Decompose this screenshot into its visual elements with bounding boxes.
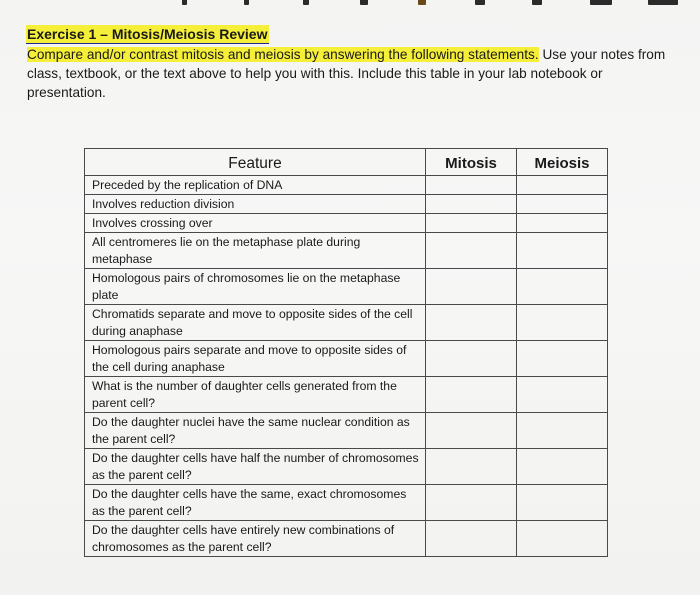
table-row	[85, 233, 608, 269]
mitosis-answer-cell[interactable]	[426, 233, 517, 269]
mitosis-answer-cell[interactable]	[426, 413, 517, 449]
tab-mark	[244, 0, 249, 5]
table-row	[85, 449, 608, 485]
meiosis-answer-cell[interactable]	[517, 485, 608, 521]
top-tab-strip	[0, 0, 700, 8]
feature-cell: Involves crossing over	[85, 214, 426, 233]
meiosis-answer-cell[interactable]	[517, 377, 608, 413]
tab-mark	[303, 0, 309, 5]
tab-mark	[360, 0, 368, 5]
table-row	[85, 341, 608, 377]
mitosis-meiosis-table	[84, 148, 608, 557]
mitosis-answer-cell[interactable]	[426, 214, 517, 233]
mitosis-answer-cell[interactable]	[426, 341, 517, 377]
feature-cell: Homologous pairs separate and move to opposite sides of the cell during anaphase	[85, 341, 426, 377]
tab-mark	[475, 0, 485, 5]
tab-mark	[182, 0, 187, 5]
feature-cell: Involves reduction division	[85, 195, 426, 214]
table-row	[85, 269, 608, 305]
instructions-highlighted: Compare and/or contrast mitosis and meiosis by answering the following statements.	[27, 47, 539, 62]
tab-mark	[648, 0, 678, 5]
header-meiosis: Meiosis	[517, 149, 608, 176]
mitosis-answer-cell[interactable]	[426, 195, 517, 214]
header-mitosis: Mitosis	[426, 149, 517, 176]
meiosis-answer-cell[interactable]	[517, 269, 608, 305]
mitosis-answer-cell[interactable]	[426, 485, 517, 521]
meiosis-answer-cell[interactable]	[517, 413, 608, 449]
meiosis-answer-cell[interactable]	[517, 233, 608, 269]
header-feature: Feature	[85, 149, 426, 176]
mitosis-answer-cell[interactable]	[426, 305, 517, 341]
meiosis-answer-cell[interactable]	[517, 341, 608, 377]
table-row	[85, 377, 608, 413]
meiosis-answer-cell[interactable]	[517, 214, 608, 233]
table-row	[85, 521, 608, 557]
feature-cell: What is the number of daughter cells generated from the parent cell?	[85, 377, 426, 413]
mitosis-answer-cell[interactable]	[426, 176, 517, 195]
feature-cell: Homologous pairs of chromosomes lie on the metaphase plate	[85, 269, 426, 305]
table-row	[85, 413, 608, 449]
table-row	[85, 176, 608, 195]
feature-cell: Do the daughter cells have the same, exact chromosomes as the parent cell?	[85, 485, 426, 521]
exercise-instructions	[27, 45, 682, 102]
table-header-row	[85, 149, 608, 176]
meiosis-answer-cell[interactable]	[517, 305, 608, 341]
feature-cell: Do the daughter cells have entirely new combinations of chromosomes as the parent cell?	[85, 521, 426, 557]
meiosis-answer-cell[interactable]	[517, 521, 608, 557]
meiosis-answer-cell[interactable]	[517, 449, 608, 485]
table-row	[85, 214, 608, 233]
feature-cell: Preceded by the replication of DNA	[85, 176, 426, 195]
table-row	[85, 195, 608, 214]
mitosis-answer-cell[interactable]	[426, 269, 517, 305]
feature-cell: Do the daughter nuclei have the same nuclear condition as the parent cell?	[85, 413, 426, 449]
mitosis-answer-cell[interactable]	[426, 449, 517, 485]
meiosis-answer-cell[interactable]	[517, 195, 608, 214]
tab-mark	[418, 0, 426, 5]
tab-mark	[532, 0, 542, 5]
table-row	[85, 485, 608, 521]
instructions-rest: Use your notes from class, textbook, or the text above to help you with this. Include this table in your lab notebook or presentation.	[27, 47, 666, 100]
feature-cell: Chromatids separate and move to opposite sides of the cell during anaphase	[85, 305, 426, 341]
table-row	[85, 305, 608, 341]
feature-cell: Do the daughter cells have half the number of chromosomes as the parent cell?	[85, 449, 426, 485]
feature-cell: All centromeres lie on the metaphase plate during metaphase	[85, 233, 426, 269]
tab-mark	[590, 0, 612, 5]
mitosis-answer-cell[interactable]	[426, 377, 517, 413]
mitosis-answer-cell[interactable]	[426, 521, 517, 557]
exercise-title: Exercise 1 – Mitosis/Meiosis Review	[27, 26, 268, 42]
meiosis-answer-cell[interactable]	[517, 176, 608, 195]
